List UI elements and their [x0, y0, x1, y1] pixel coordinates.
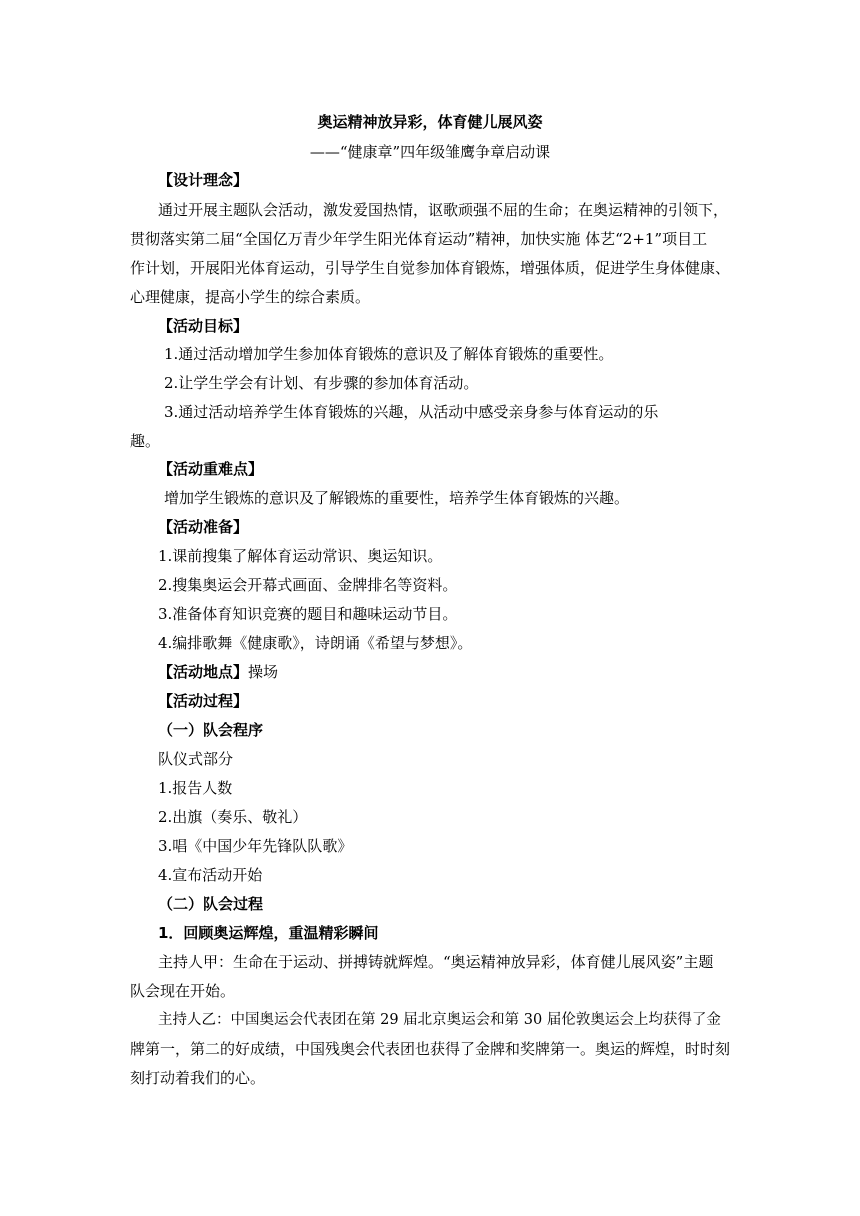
document-title: 奥运精神放异彩，体育健儿展风姿 — [317, 113, 543, 131]
process-heading: 【活动过程】 — [158, 692, 249, 710]
design-paragraph-line: 作计划，开展阳光体育运动，引导学生自觉参加体育锻炼，增强体质，促进学生身体健康、 — [130, 259, 731, 277]
key-heading: 【活动重难点】 — [158, 460, 264, 478]
document-subtitle: ——“健康章”四年级雏鹰争章启动课 — [309, 143, 551, 161]
ceremony-item: 4.宣布活动开始 — [158, 866, 263, 884]
host-a-line: 队会现在开始。 — [130, 982, 236, 1000]
part1-heading: （一）队会程序 — [158, 721, 264, 739]
prep-item: 2.搜集奥运会开幕式画面、金牌排名等资料。 — [158, 576, 458, 594]
host-b-line: 牌第一，第二的好成绩，中国残奥会代表团也获得了金牌和奖牌第一。奥运的辉煌，时时刻 — [130, 1040, 731, 1058]
prep-item: 3.准备体育知识竞赛的题目和趣味运动节目。 — [158, 605, 458, 623]
ceremony-item: 1.报告人数 — [158, 779, 233, 797]
place-heading: 【活动地点】 — [158, 663, 249, 681]
goal-item: 2.让学生学会有计划、有步骤的参加体育活动。 — [164, 374, 479, 392]
ceremony-item: 3.唱《中国少年先锋队队歌》 — [158, 837, 353, 855]
part2-heading: （二）队会过程 — [158, 895, 264, 913]
goal-item-continued: 趣。 — [130, 432, 161, 450]
ceremony-item: 2.出旗（奏乐、敬礼） — [158, 808, 308, 826]
prep-heading: 【活动准备】 — [158, 518, 249, 536]
host-b-line: 主持人乙：中国奥运会代表团在第 29 届北京奥运会和第 30 届伦敦奥运会上均获得了金 — [158, 1012, 721, 1028]
design-paragraph-line: 贯彻落实第二届“全国亿万青少年学生阳光体育运动”精神，加快实施 体艺“2+1”项目工 — [130, 230, 708, 248]
design-paragraph-line: 心理健康，提高小学生的综合素质。 — [130, 288, 371, 306]
design-heading: 【设计理念】 — [158, 171, 249, 189]
goal-item: 3.通过活动培养学生体育锻炼的兴趣，从活动中感受亲身参与体育运动的乐 — [164, 403, 659, 421]
goal-item: 1.通过活动增加学生参加体育锻炼的意识及了解体育锻炼的重要性。 — [164, 345, 614, 363]
ceremony-label: 队仪式部分 — [158, 750, 234, 768]
design-paragraph-line: 通过开展主题队会活动，激发爱国热情，讴歌顽强不屈的生命；在奥运精神的引领下， — [158, 201, 729, 219]
key-text: 增加学生锻炼的意识及了解锻炼的重要性，培养学生体育锻炼的兴趣。 — [164, 489, 630, 507]
step1-heading: 1．回顾奥运辉煌，重温精彩瞬间 — [158, 924, 379, 942]
place-value: 操场 — [248, 663, 279, 681]
prep-item: 4.编排歌舞《健康歌》，诗朗诵《希望与梦想》。 — [158, 634, 473, 652]
host-b-line: 刻打动着我们的心。 — [130, 1069, 266, 1087]
place-line — [158, 662, 278, 682]
host-a-line: 主持人甲：生命在于运动、拼搏铸就辉煌。“奥运精神放异彩，体育健儿展风姿”主题 — [158, 953, 714, 971]
goal-heading: 【活动目标】 — [158, 317, 249, 335]
prep-item: 1.课前搜集了解体育运动常识、奥运知识。 — [158, 547, 443, 565]
